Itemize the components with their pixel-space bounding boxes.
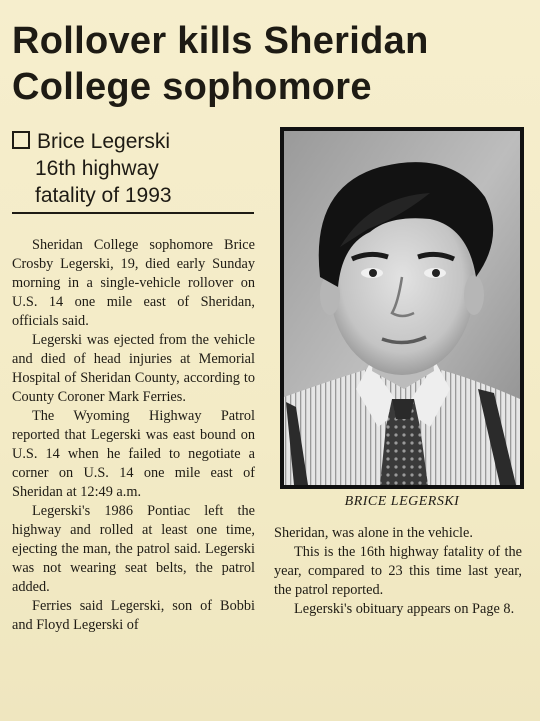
portrait-image	[280, 127, 524, 489]
article-column-2	[274, 524, 522, 619]
subhead-line-3: fatality of 1993	[35, 184, 172, 207]
paragraph: Legerski's 1986 Pontiac left the highway and rolled at least one time, ejecting the man, the patrol said. Legerski was not wearing seat belts, the patrol added.	[12, 503, 255, 595]
paragraph: Legerski was ejected from the vehicle and died of head injuries at Memorial Hospital of Sheridan County, according to County Coroner Mark Ferries.	[12, 332, 255, 405]
divider-rule	[12, 212, 254, 214]
checkbox-bullet-icon	[12, 131, 30, 149]
paragraph: Legerski's obituary appears on Page 8.	[294, 601, 515, 617]
article-column-1	[12, 236, 255, 635]
paragraph: This is the 16th highway fatality of the year, compared to 23 this time last year, the patrol reported.	[274, 544, 522, 598]
paragraph: Sheridan, was alone in the vehicle.	[274, 525, 473, 541]
headline: Rollover kills Sheridan College sophomore	[12, 20, 429, 108]
paragraph: Sheridan College sophomore Brice Crosby Legerski, 19, died early Sunday morning in a single-vehicle rollover on U.S. 14 one mile east of Sheridan, officials said.	[12, 237, 255, 329]
subhead	[12, 128, 257, 209]
subhead-line-2: 16th highway	[35, 157, 159, 180]
portrait-photo	[280, 127, 524, 489]
photo-caption: BRICE LEGERSKI	[344, 494, 460, 509]
paragraph: Ferries said Legerski, son of Bobbi and Floyd Legerski of	[12, 598, 255, 633]
subhead-line-1: Brice Legerski	[37, 130, 171, 153]
paragraph: The Wyoming Highway Patrol reported that Legerski was east bound on U.S. 14 when he failed to negotiate a corner on U.S. 14 one mile east of Sheridan at 12:49 a.m.	[12, 408, 255, 500]
